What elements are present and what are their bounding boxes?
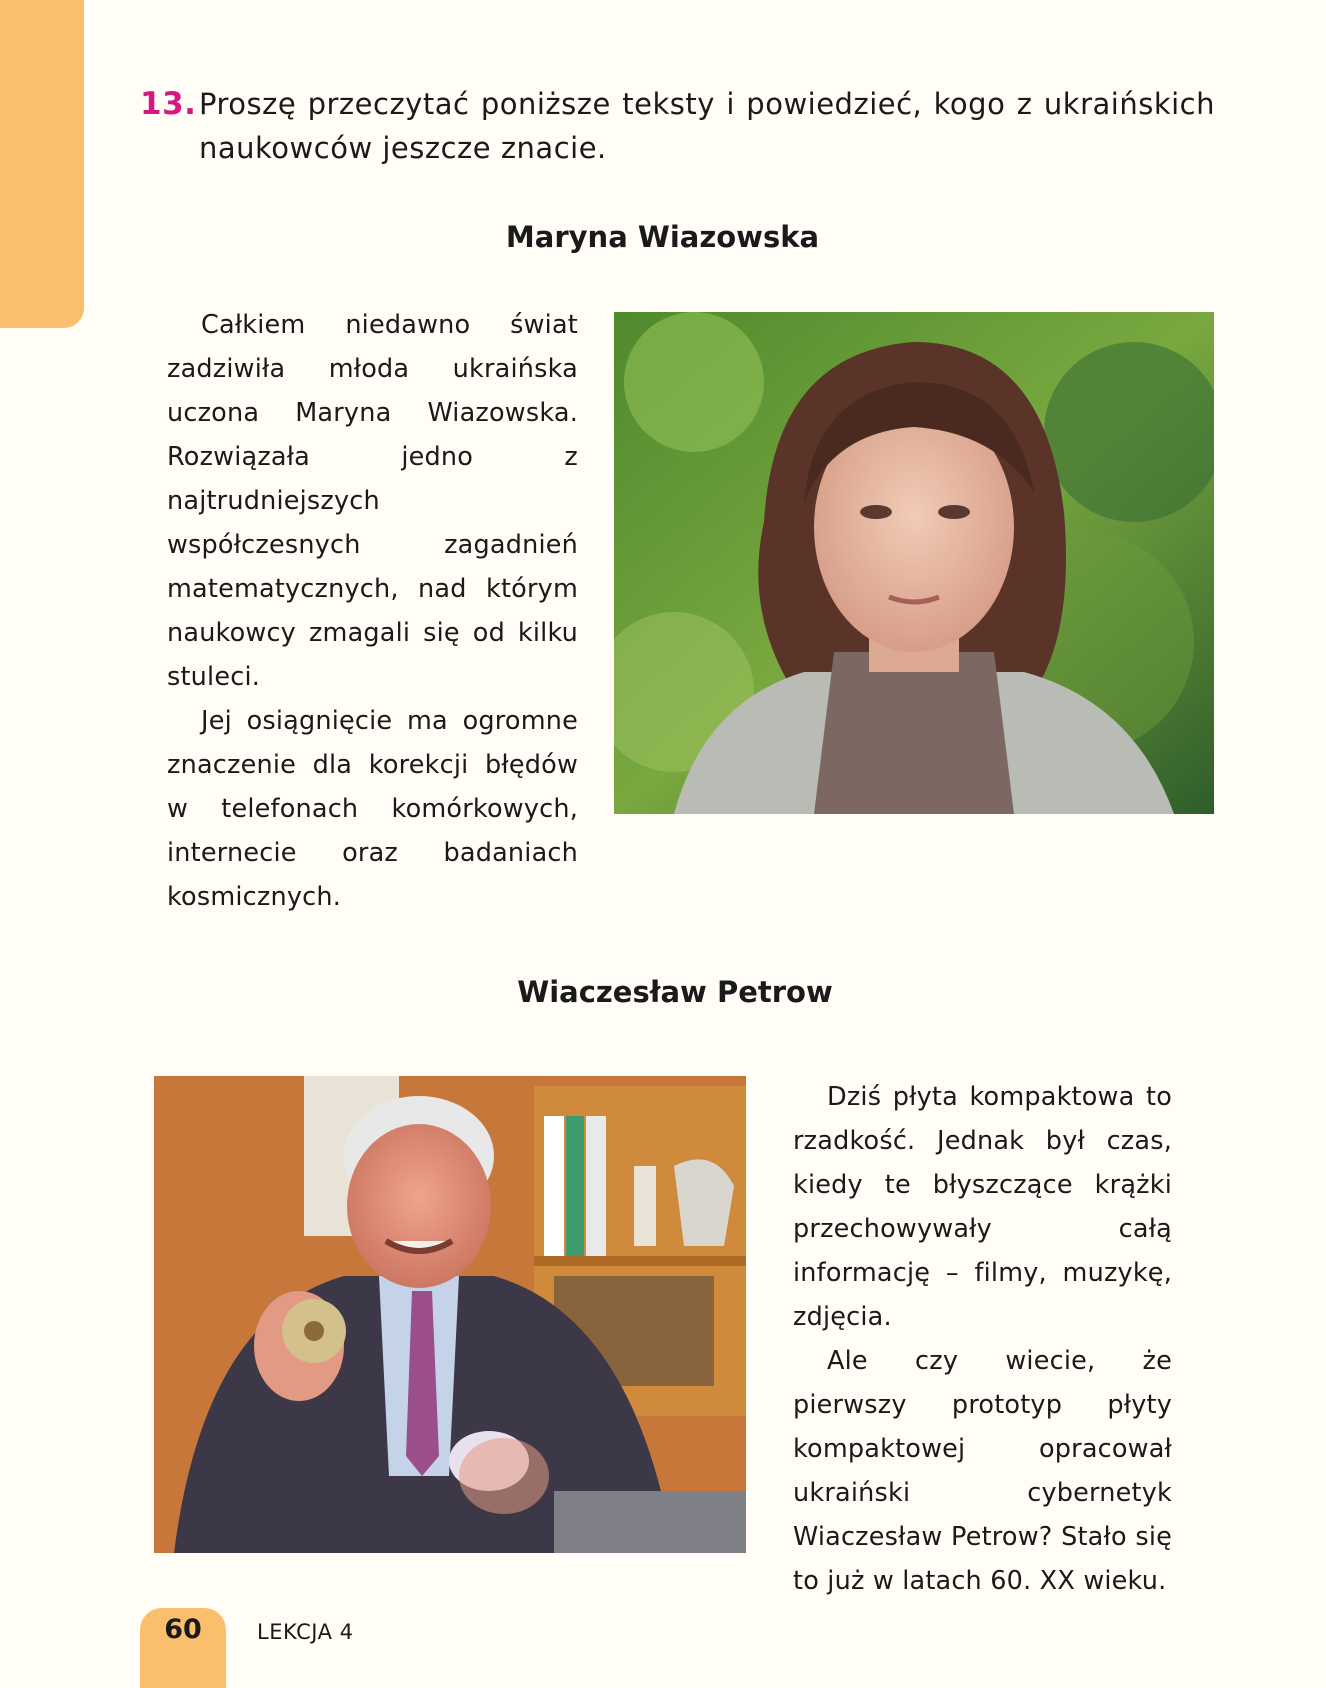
lesson-label: LEKCJA 4 — [257, 1620, 354, 1644]
paragraph: Dziś płyta kompaktowa to rzadkość. Jednak był czas, kiedy te błyszczące krążki przechowywały całą informację – filmy, muzykę, zdjęcia. — [793, 1082, 1172, 1332]
text-maryna-wiazowska — [167, 303, 578, 919]
heading-wiaczeslaw-petrow: Wiaczesław Petrow — [517, 975, 833, 1009]
exercise-instruction — [140, 82, 1215, 170]
exercise-text: Proszę przeczytać poniższe teksty i powiedzieć, kogo z ukraińskich naukowców jeszcze znacie. — [199, 87, 1215, 165]
text-wiaczeslaw-petrow — [793, 1075, 1172, 1603]
heading-maryna-wiazowska: Maryna Wiazowska — [505, 220, 820, 254]
photo-maryna-wiazowska — [614, 312, 1214, 814]
paragraph: Ale czy wiecie, że pierwszy prototyp płyty kompaktowej opracował ukraiński cybernetyk Wiaczesław Petrow? Stało się to już w latach 60. XX wieku. — [793, 1346, 1172, 1596]
paragraph: Całkiem niedawno świat zadziwiła młoda ukraińska uczona Maryna Wiazowska. Rozwiązała jedno z najtrudniejszych współczesnych zagadnień matematycznych, nad którym naukowcy zmagali się od kilku stuleci. — [167, 310, 578, 692]
paragraph: Jej osiągnięcie ma ogromne znaczenie dla korekcji błędów w telefonach komórkowych, internecie oraz badaniach kosmicznych. — [167, 706, 578, 912]
side-tab-decoration — [0, 0, 84, 328]
photo-wiaczeslaw-petrow — [154, 1076, 746, 1553]
exercise-number: 13. — [140, 86, 197, 122]
page-number: 60 — [164, 1614, 202, 1645]
